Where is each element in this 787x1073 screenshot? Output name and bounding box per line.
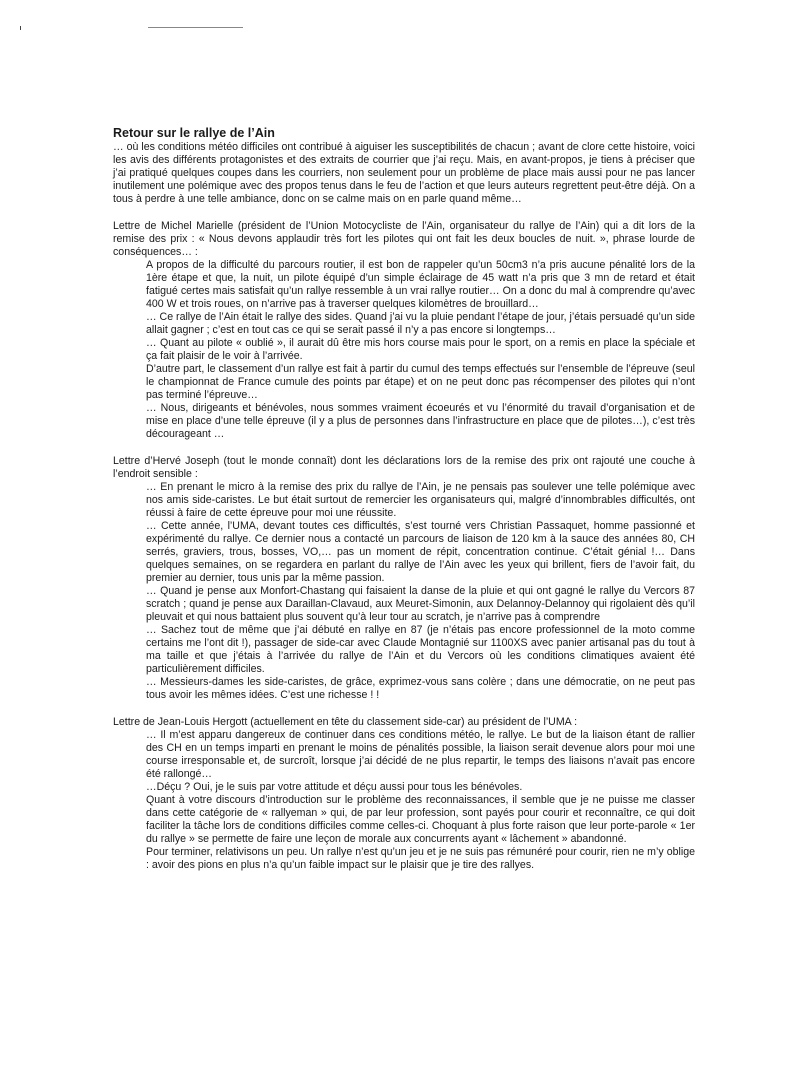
quote-paragraph: D’autre part, le classement d’un rallye est fait à partir du cumul des temps effectués sur l’ensemble de l’épreuve (seul le championnat de France cumule des points par étape) et on ne peut donc pas récompenser des pilotes qui n’ont pas terminé l’épreuve… [146,363,695,401]
letter-hergott [113,716,695,872]
quote-paragraph: … Nous, dirigeants et bénévoles, nous sommes vraiment écoeurés et vu l’énormité du travail d’organisation et de mise en place d’une telle épreuve (il y a plus de personnes dans l’infrastructure en place que de pilotes…), c’est très décourageant … [146,402,695,440]
letter-marielle [113,220,695,441]
document-page [113,126,695,886]
letter-intro: Lettre d’Hervé Joseph (tout le monde connaît) dont les déclarations lors de la remise des prix ont rajouté une couche à l’endroit sensible : [113,455,695,480]
letter-quote [146,481,695,702]
scan-mark [20,26,21,30]
letter-intro: Lettre de Jean-Louis Hergott (actuellement en tête du classement side-car) au président de l’UMA : [113,716,578,728]
quote-paragraph: … Sachez tout de même que j’ai débuté en rallye en 87 (je n’étais pas encore professionnel de la moto comme certains me l’ont dit !), passager de side-car avec Claude Montagnié sur 1100XS avec panier artisanal pas du tout à ma taille et que j’étais à l’arrivée du rallye de l’Ain et du Vercors où les conditions climatiques avaient été particulièrement difficiles. [146,624,695,675]
quote-paragraph: … Cette année, l’UMA, devant toutes ces difficultés, s’est tourné vers Christian Passaquet, homme passionné et expérimenté du rallye. Ce dernier nous a contacté un parcours de liaison de 120 km à la sauce des années 80, CH serrés, graviers, trous, bosses, VO,… pas un moment de répit, concentration continue. C’était génial !… Dans quelques semaines, on se regardera en parlant du rallye de l’Ain avec les yeux qui brillent, fiers de l’avoir fait, du premier au dernier, tous unis par la même passion. [146,520,695,584]
letter-quote [146,729,695,872]
quote-paragraph: … Messieurs-dames les side-caristes, de grâce, exprimez-vous sans colère ; dans une démocratie, on ne peut pas tous avoir les mêmes idées. C’est une richesse ! ! [146,676,695,701]
letter-joseph [113,455,695,702]
quote-paragraph: … Quant au pilote « oublié », il aurait dû être mis hors course mais pour le sport, on a remis en place la spéciale et ça fait plaisir de le voir à l’arrivée. [146,337,695,362]
article-title: Retour sur le rallye de l’Ain [113,126,275,140]
quote-paragraph: Quant à votre discours d’introduction sur le problème des reconnaissances, il semble que je ne puisse me classer dans cette catégorie de « rallyeman » qui, de par leur profession, sont payés pour courir et reconnaître, ce qui doit faciliter la tâche lors de conditions difficiles comme celles-ci. Choquant à plus forte raison que leur porte-parole « 1er du rallye » se permette de faire une leçon de morale aux concurrents ayant « lâchement » abandonné. [146,794,695,845]
quote-paragraph: …Déçu ? Oui, je le suis par votre attitude et déçu aussi pour tous les bénévoles. [146,781,523,793]
quote-paragraph: A propos de la difficulté du parcours routier, il est bon de rappeler qu’un 50cm3 n’a pris aucune pénalité lors de la 1ère étape et que, la nuit, un pilote équipé d’un simple éclairage de 45 watt n’a pris que 3 mn de retard et était fatigué certes mais satisfait qu’un rallye ressemble à un vrai rallye routier… On a donc du mal à comprendre qu’avec 400 W et trois roues, on n’arrive pas à traverser quelques kilomètres de brouillard… [146,259,695,310]
quote-paragraph: … En prenant le micro à la remise des prix du rallye de l’Ain, je ne pensais pas soulever une telle polémique avec nos amis side-caristes. Le but était surtout de remercier les organisateurs qui, malgré d’innombrables difficultés, ont réussi à faire de cette épreuve pour moi une réussite. [146,481,695,519]
letter-quote [146,259,695,441]
letter-intro: Lettre de Michel Marielle (président de l’Union Motocycliste de l’Ain, organisateur du rallye de l’Ain) qui a dit lors de la remise des prix : « Nous devons applaudir très fort les pilotes qui ont fait les deux boucles de nuit. », phrase lourde de conséquences… : [113,220,695,258]
quote-paragraph: … Ce rallye de l’Ain était le rallye des sides. Quand j’ai vu la pluie pendant l’étape de jour, j’étais persuadé qu’un side allait gagner ; c’est en tout cas ce qui se serait passé il n’y a pas encore si longtemps… [146,311,695,336]
quote-paragraph: … Il m’est apparu dangereux de continuer dans ces conditions météo, le rallye. Le but de la liaison étant de rallier des CH en un temps imparti en prenant le moins de pénalités possible, la liaison serait devenue alors pour moi une course irresponsable et, de surcroît, lorsque j’ai décidé de ne plus repartir, le temps des liaisons n’avait pas encore été rallongé… [146,729,695,780]
quote-paragraph: … Quand je pense aux Monfort-Chastang qui faisaient la danse de la pluie et qui ont gagné le rallye du Vercors 87 scratch ; quand je pense aux Daraillan-Clavaud, aux Meuret-Simonin, aux Delannoy-Delannoy qui rigolaient dès qu’il pleuvait et qui nous battaient plus souvent qu’à leur tour au scratch, je n’arrive pas à comprendre [146,585,695,623]
quote-paragraph: Pour terminer, relativisons un peu. Un rallye n’est qu’un jeu et je ne suis pas rémunéré pour courir, rien ne m’y oblige : avoir des pions en plus n’a qu’un faible impact sur le plaisir que je tire des rallyes. [146,846,695,871]
scan-line [148,27,243,28]
article-intro: … où les conditions météo difficiles ont contribué à aiguiser les susceptibilités de chacun ; avant de clore cette histoire, voici les avis des différents protagonistes et des extraits de courrier que j’ai reçu. Mais, en avant-propos, je tiens à préciser que j’ai pratiqué quelques coupes dans les courriers, non seulement pour un problème de place mais aussi pour ne pas lancer inutilement une polémique avec des propos tenus dans le feu de l’action et que leurs auteurs regrettent peut-être déjà. On a tous à perdre à une telle ambiance, donc on se calme mais on en parle quand même… [113,141,695,205]
